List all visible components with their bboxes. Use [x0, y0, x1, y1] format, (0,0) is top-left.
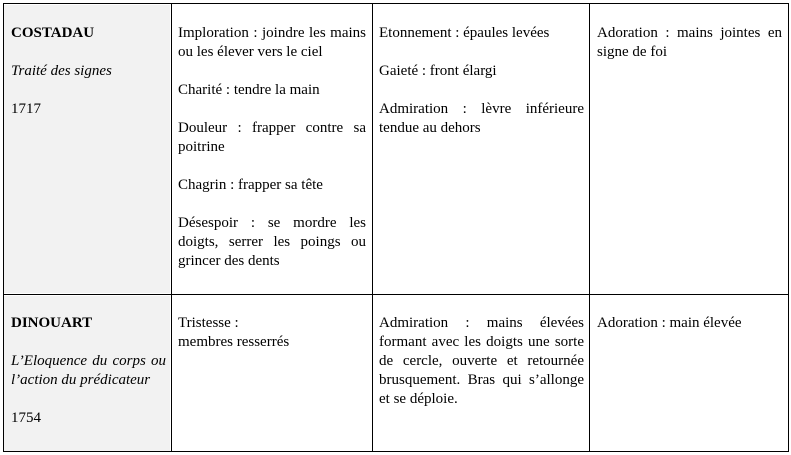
column-divider	[372, 3, 373, 452]
work-title: L’Eloquence du corps ou l’action du prédicateur	[11, 353, 166, 388]
column-divider	[589, 3, 590, 452]
table-top-border	[3, 3, 789, 4]
author-cell	[11, 314, 166, 428]
gesture-cell	[178, 314, 366, 352]
gesture-entry: Imploration : joindre les mains ou les élever vers le ciel	[178, 25, 366, 60]
author-name: COSTADAU	[11, 25, 95, 41]
row-divider	[3, 294, 789, 295]
adoration-cell	[597, 24, 782, 62]
adoration-entry: Adoration : main élevée	[597, 315, 742, 331]
column-divider	[171, 3, 172, 452]
expression-cell	[379, 24, 584, 138]
gesture-cell	[178, 24, 366, 271]
publication-year: 1717	[11, 101, 41, 117]
gesture-entry: Douleur : frapper contre sa poitrine	[178, 120, 366, 155]
adoration-cell	[597, 314, 782, 333]
table-right-border	[788, 3, 789, 452]
work-title: Traité des signes	[11, 63, 112, 79]
adoration-entry: Adoration : mains jointes en signe de foi	[597, 25, 782, 60]
expression-entry: Gaieté : front élargi	[379, 63, 497, 79]
author-cell	[11, 24, 166, 119]
gesture-entry: membres resserrés	[178, 334, 290, 350]
table-left-border	[3, 3, 4, 452]
expression-entry: Admiration : lèvre inférieure tendue au dehors	[379, 101, 584, 136]
table-bottom-border	[3, 451, 789, 452]
publication-year: 1754	[11, 410, 41, 426]
author-name: DINOUART	[11, 315, 93, 331]
gesture-entry: Tristesse :	[178, 315, 239, 331]
gesture-entry: Désespoir : se mordre les doigts, serrer les poings ou grincer des dents	[178, 215, 366, 269]
gesture-entry: Charité : tendre la main	[178, 82, 320, 98]
expression-entry: Etonnement : épaules levées	[379, 25, 550, 41]
expression-entry: Admiration : mains élevées formant avec les doigts une sorte de cercle, ouverte et retournée brusquement. Bras qui s’allonge et se déploie.	[379, 315, 584, 407]
gesture-entry: Chagrin : frapper sa tête	[178, 177, 323, 193]
expression-cell	[379, 314, 584, 409]
